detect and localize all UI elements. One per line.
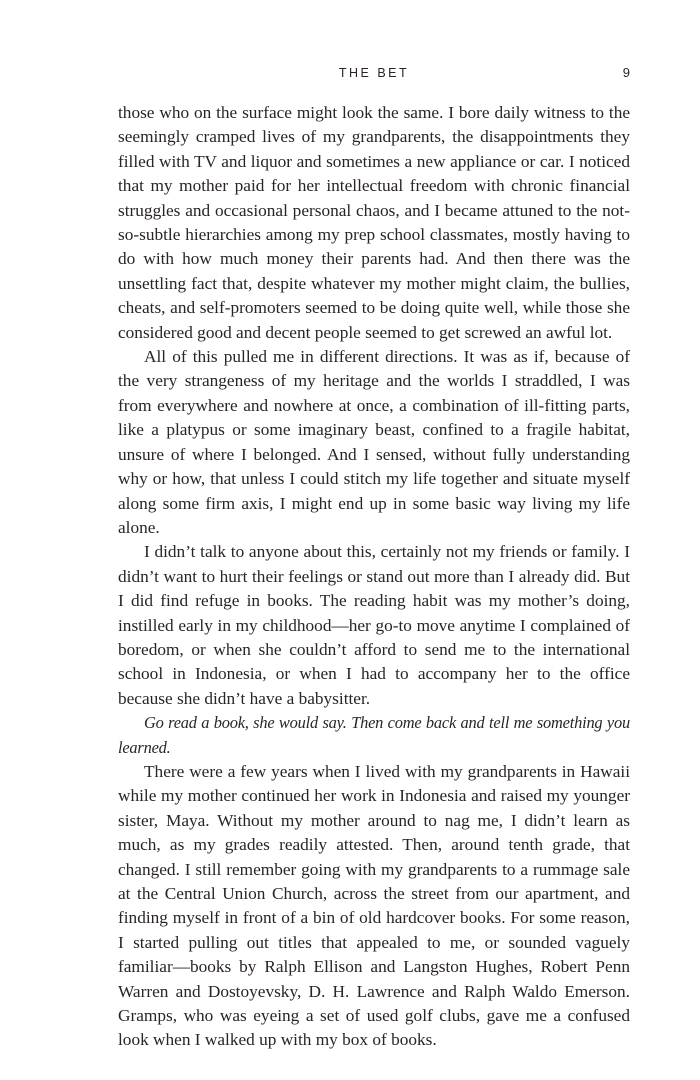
paragraph-1: those who on the surface might look the same. I bore daily witness to the seemingly cramped lives of my grandparents, the disappointments they filled with TV and liquor and sometimes a new appliance or car. I noticed that my mother paid for her intellectual freedom with chronic financial struggles and occasional personal chaos, and I became attuned to the not-so-subtle hierarchies among my prep school classmates, mostly having to do with how much money their parents had. And then there was the unsettling fact that, despite whatever my mother might claim, the bullies, cheats, and self-promoters seemed to be doing quite well, while those she considered good and decent people seemed to get screwed an awful lot.	[118, 103, 630, 342]
body-text	[118, 101, 630, 1053]
page-number: 9	[622, 65, 630, 80]
paragraph-2: All of this pulled me in different directions. It was as if, because of the very strangeness of my heritage and the worlds I straddled, I was from everywhere and nowhere at once, a combination of ill-fitting parts, like a platypus or some imaginary beast, confined to a fragile habitat, unsure of where I belonged. And I sensed, without fully understanding why or how, that unless I could stitch my life together and situate myself along some firm axis, I might end up in some basic way living my life alone.	[118, 347, 630, 537]
running-head	[118, 62, 630, 84]
running-title: THE BET	[338, 66, 410, 80]
paragraph-5: There were a few years when I lived with my grandparents in Hawaii while my mother continued her work in Indonesia and raised my younger sister, Maya. Without my mother around to nag me, I didn’t learn as much, as my grades readily attested. Then, around tenth grade, that changed. I still remember going with my grandparents to a rummage sale at the Central Union Church, across the street from our apartment, and finding myself in front of a bin of old hardcover books. For some reason, I started pulling out titles that appealed to me, or sounded vaguely familiar—books by Ralph Ellison and Langston Hughes, Robert Penn Warren and Dostoyevsky, D. H. Lawrence and Ralph Waldo Emerson. Gramps, who was eyeing a set of used golf clubs, gave me a confused look when I walked up with my box of books.	[118, 761, 630, 1050]
paragraph-4-quote: Go read a book, she would say. Then come back and tell me something you learned.	[118, 713, 630, 757]
paragraph-3: I didn’t talk to anyone about this, certainly not my friends or family. I didn’t want to hurt their feelings or stand out more than I already did. But I did find refuge in books. The reading habit was my mother’s doing, instilled early in my childhood—her go-to move anytime I complained of boredom, or when she couldn’t afford to send me to the international school in Indonesia, or when I had to accompany her to the office because she didn’t have a babysitter.	[118, 542, 630, 708]
